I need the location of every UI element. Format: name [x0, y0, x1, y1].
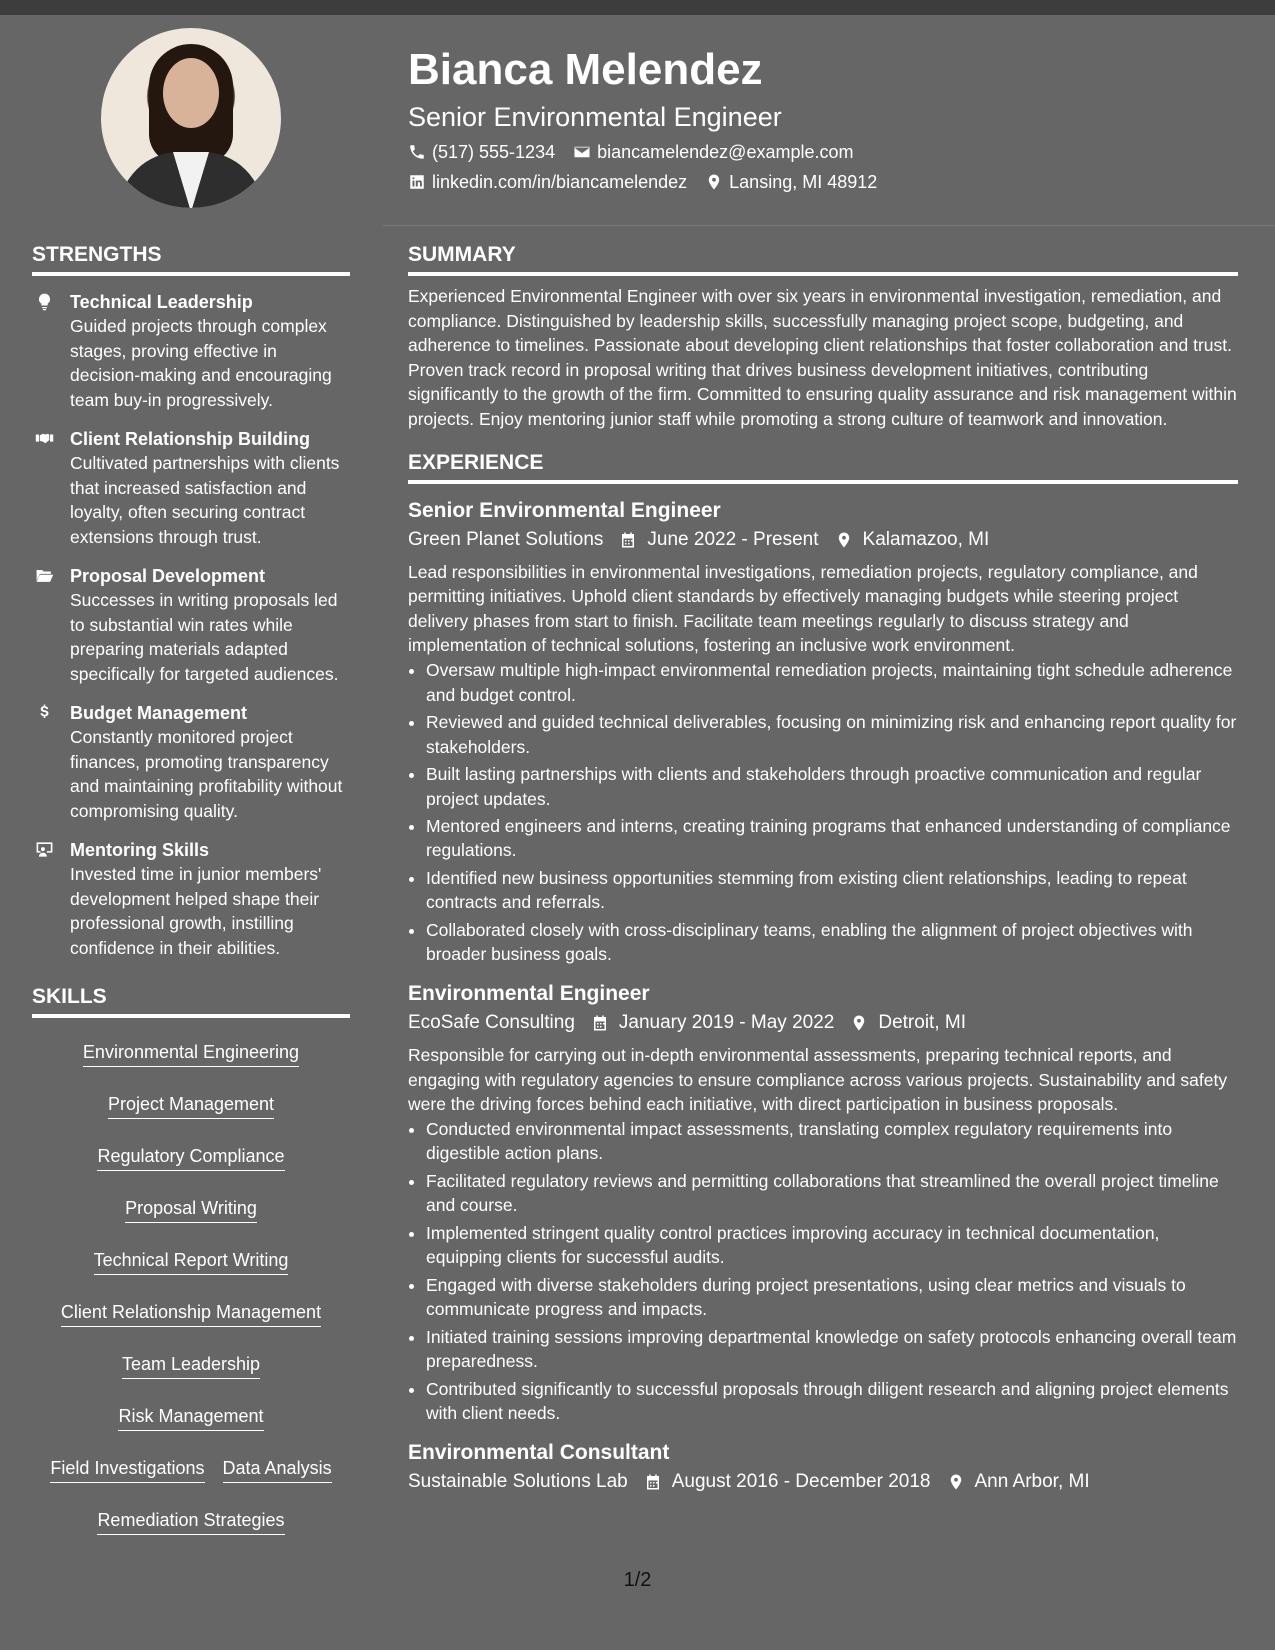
- job-description: Lead responsibilities in environmental investigations, remediation projects, regulatory compliance, and permitting initiatives. Uphold client standards by effectively managing budgets while steering project delivery phases from start to finish. Facilitate team meetings regularly to discuss strategy and implementation of technical solutions, fostering an inclusive work environment.: [408, 561, 1198, 656]
- map-pin-icon: [947, 1473, 965, 1491]
- company-name: Sustainable Solutions Lab: [408, 1470, 628, 1492]
- job-bullets: [408, 1117, 1238, 1426]
- dollar-icon: [32, 701, 56, 823]
- skills-heading: SKILLS: [32, 985, 107, 1008]
- skills-section: [32, 982, 350, 1552]
- list-item: • Oversaw multiple high-impact environmental remediation projects, maintaining tight schedule adherence and budget control.: [426, 658, 1238, 707]
- strength-title: Client Relationship Building: [70, 429, 310, 449]
- list-item: • Initiated training sessions improving departmental knowledge on safety protocols enhancing overall team preparedness.: [426, 1325, 1238, 1374]
- candidate-title: Senior Environmental Engineer: [408, 102, 782, 132]
- list-item: • Collaborated closely with cross-disciplinary teams, enabling the alignment of project objectives with broader business goals.: [426, 918, 1238, 967]
- strength-description: Guided projects through complex stages, proving effective in decision-making and encouraging team buy-in progressively.: [70, 316, 332, 410]
- company-name: EcoSafe Consulting: [408, 1012, 575, 1034]
- folder-open-icon: [32, 564, 56, 686]
- teacher-icon: [32, 838, 56, 960]
- experience-section: [408, 448, 1238, 1496]
- job-title: Senior Environmental Engineer: [408, 498, 721, 522]
- map-pin-icon: [705, 173, 723, 191]
- email-address[interactable]: biancamelendez@example.com: [597, 142, 854, 162]
- list-item: • Engaged with diverse stakeholders during project presentations, using clear metrics and visuals to communicate progress and impacts.: [426, 1273, 1238, 1322]
- section-rule: [408, 272, 1238, 276]
- header-divider: [383, 225, 1275, 226]
- skill-tag: Risk Management: [118, 1404, 263, 1431]
- section-rule: [32, 1014, 350, 1018]
- job-meta: [408, 1468, 1238, 1496]
- strengths-heading: STRENGTHS: [32, 243, 162, 266]
- handshake-icon: [32, 427, 56, 549]
- calendar-icon: [619, 531, 637, 549]
- summary-heading: SUMMARY: [408, 243, 516, 266]
- left-column: [32, 240, 350, 1552]
- list-item: • Facilitated regulatory reviews and permitting collaborations that streamlined the overall project timeline and course.: [426, 1169, 1238, 1218]
- candidate-name: Bianca Melendez: [408, 45, 763, 94]
- strength-description: Invested time in junior members' development helped shape their professional growth, instilling confidence in their abilities.: [70, 864, 322, 958]
- contact-row-1: [408, 140, 1248, 164]
- skill-tag: Environmental Engineering: [83, 1040, 299, 1067]
- section-rule: [408, 480, 1238, 484]
- skill-tag: Client Relationship Management: [61, 1300, 321, 1327]
- section-rule: [32, 272, 350, 276]
- list-item: • Contributed significantly to successful proposals through diligent research and aligning project elements with client needs.: [426, 1377, 1238, 1426]
- linkedin-url[interactable]: linkedin.com/in/biancamelendez: [432, 172, 688, 192]
- summary-text: Experienced Environmental Engineer with over six years in environmental investigation, remediation, and compliance. Distinguished by leadership skills, successfully managing project scope, budgeting, and adherence to timelines. Passionate about developing client relationships that foster collaboration and trust. Proven track record in proposal writing that drives business development initiatives, contributing significantly to the growth of the firm. Committed to ensuring quality assurance and risk management within projects. Enjoy mentoring junior staff while promoting a strong culture of teamwork and innovation.: [408, 286, 1237, 429]
- job-meta: [408, 1009, 1238, 1037]
- phone-number[interactable]: (517) 555-1234: [432, 142, 556, 162]
- strength-item: [32, 290, 350, 412]
- strength-description: Cultivated partnerships with clients that increased satisfaction and loyalty, often securing contract extensions through trust.: [70, 453, 340, 547]
- envelope-icon: [573, 143, 591, 161]
- skill-tag: Remediation Strategies: [97, 1508, 284, 1535]
- skill-tag: Proposal Writing: [125, 1196, 257, 1223]
- right-column: [408, 240, 1238, 1502]
- list-item: • Conducted environmental impact assessments, translating complex regulatory requirements into digestible action plans.: [426, 1117, 1238, 1166]
- job-dates: August 2016 - December 2018: [671, 1470, 931, 1492]
- skill-tag: Regulatory Compliance: [97, 1144, 284, 1171]
- profile-photo: [101, 28, 281, 208]
- contact-row-2: [408, 170, 1248, 194]
- strength-title: Budget Management: [70, 703, 248, 723]
- map-pin-icon: [850, 1014, 868, 1032]
- company-name: Green Planet Solutions: [408, 528, 604, 550]
- experience-entry: [408, 1438, 1238, 1496]
- strength-description: Successes in writing proposals led to substantial win rates while preparing materials adapted specifically for targeted audiences.: [70, 590, 339, 684]
- strength-description: Constantly monitored project finances, promoting transparency and maintaining profitability without compromising quality.: [70, 727, 343, 821]
- strength-title: Technical Leadership: [70, 292, 253, 312]
- strength-item: [32, 701, 350, 823]
- job-dates: January 2019 - May 2022: [618, 1012, 835, 1034]
- skill-tag: Project Management: [108, 1092, 274, 1119]
- skill-tag: Technical Report Writing: [94, 1248, 289, 1275]
- resume-header: [408, 42, 1248, 194]
- strengths-section: [32, 240, 350, 960]
- calendar-icon: [591, 1014, 609, 1032]
- home-location: Lansing, MI 48912: [729, 172, 878, 192]
- job-location: Detroit, MI: [878, 1012, 966, 1034]
- page-number: 1/2: [623, 1569, 652, 1591]
- experience-entry: [408, 496, 1238, 967]
- strength-title: Proposal Development: [70, 566, 266, 586]
- top-bar: [0, 0, 1275, 15]
- experience-heading: EXPERIENCE: [408, 450, 544, 474]
- phone-icon: [408, 143, 426, 161]
- list-item: • Reviewed and guided technical deliverables, focusing on minimizing risk and enhancing report quality for stakeholders.: [426, 710, 1238, 759]
- list-item: • Identified new business opportunities stemming from existing client relationships, leading to repeat contracts and referrals.: [426, 866, 1238, 915]
- calendar-icon: [644, 1473, 662, 1491]
- job-description: Responsible for carrying out in-depth environmental assessments, preparing technical reports, and engaging with regulatory agencies to ensure compliance across various projects. Sustainability and safety were the driving forces behind each initiative, with direct participation in business proposals.: [408, 1045, 1228, 1115]
- strength-item: [32, 838, 350, 960]
- linkedin-icon: [408, 173, 426, 191]
- job-location: Kalamazoo, MI: [862, 528, 990, 550]
- job-title: Environmental Consultant: [408, 1440, 670, 1464]
- skill-tag: Team Leadership: [122, 1352, 260, 1379]
- summary-section: [408, 240, 1238, 432]
- map-pin-icon: [835, 531, 853, 549]
- skill-tag: Data Analysis: [223, 1456, 332, 1483]
- lightbulb-icon: [32, 290, 56, 412]
- job-bullets: [408, 658, 1238, 967]
- list-item: • Built lasting partnerships with clients and stakeholders through proactive communication and regular project updates.: [426, 762, 1238, 811]
- job-meta: [408, 526, 1238, 554]
- skill-tag: Field Investigations: [50, 1456, 204, 1483]
- skill-list: [32, 1032, 350, 1552]
- strength-item: [32, 564, 350, 686]
- strength-title: Mentoring Skills: [70, 840, 210, 860]
- strength-item: [32, 427, 350, 549]
- job-location: Ann Arbor, MI: [974, 1470, 1090, 1492]
- job-dates: June 2022 - Present: [647, 528, 819, 550]
- list-item: • Mentored engineers and interns, creating training programs that enhanced understanding of compliance regulations.: [426, 814, 1238, 863]
- experience-entry: [408, 979, 1238, 1426]
- list-item: • Implemented stringent quality control practices improving accuracy in technical documentation, equipping clients for successful audits.: [426, 1221, 1238, 1270]
- job-title: Environmental Engineer: [408, 982, 650, 1006]
